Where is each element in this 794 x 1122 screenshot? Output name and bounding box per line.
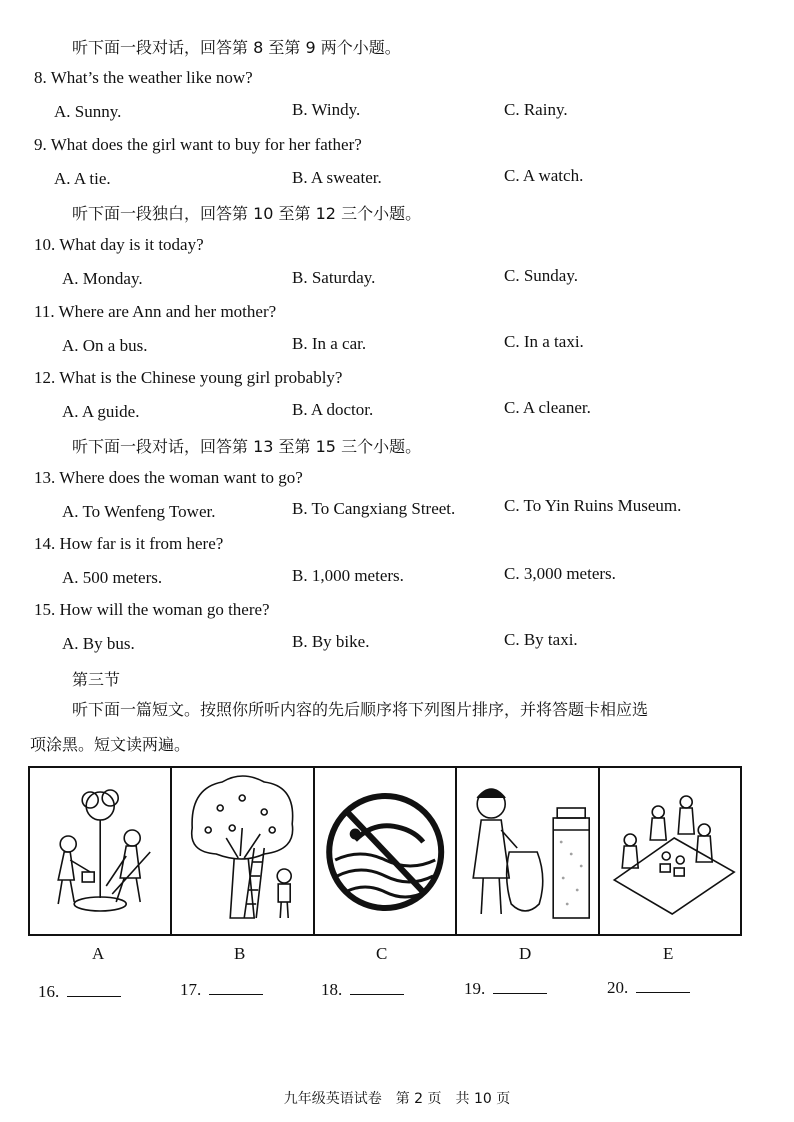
option-14c: C. 3,000 meters.	[504, 564, 616, 583]
answer-number-20: 20.	[607, 978, 629, 997]
option-9a: A. A tie.	[54, 169, 111, 188]
fruit-tree-ladder-icon	[172, 768, 312, 934]
answer-blank-19[interactable]	[464, 977, 547, 999]
answer-number-17: 17.	[180, 980, 202, 999]
picture-label-b: B	[234, 944, 246, 963]
option-9b: B. A sweater.	[292, 168, 382, 187]
answer-line[interactable]	[67, 980, 121, 997]
option-10a: A. Monday.	[62, 269, 143, 288]
option-12b: B. A doctor.	[292, 400, 374, 419]
option-10c: C. Sunday.	[504, 266, 578, 285]
option-10b: B. Saturday.	[292, 268, 376, 287]
question-14: 14. How far is it from here?	[34, 534, 224, 553]
option-12c: C. A cleaner.	[504, 398, 591, 417]
picture-panels	[28, 766, 742, 936]
section-3-instruction-line1: 听下面一篇短文。按照你所听内容的先后顺序将下列图片排序，并将答题卡相应选	[72, 700, 649, 719]
answer-blank-18[interactable]	[321, 978, 404, 1000]
family-picnic-icon	[600, 768, 740, 934]
answer-blank-16[interactable]	[38, 980, 121, 1002]
no-swimming-sign-icon	[315, 768, 455, 934]
option-12a: A. A guide.	[62, 402, 140, 421]
question-10: 10. What day is it today?	[34, 235, 204, 254]
option-13b: B. To Cangxiang Street.	[292, 499, 456, 518]
answer-number-16: 16.	[38, 982, 60, 1001]
question-11: 11. Where are Ann and her mother?	[34, 302, 277, 321]
option-11b: B. In a car.	[292, 334, 367, 353]
instruction-8-9: 听下面一段对话，回答第 8 至第 9 两个小题。	[72, 38, 401, 57]
tree-planting-icon	[30, 768, 170, 934]
question-13: 13. Where does the woman want to go?	[34, 468, 303, 487]
option-9c: C. A watch.	[504, 166, 584, 185]
answer-line[interactable]	[493, 977, 547, 994]
picture-b	[172, 768, 314, 934]
picture-label-d: D	[519, 944, 532, 963]
section-3-instruction-line2: 项涂黑。短文读两遍。	[30, 735, 191, 754]
option-8a: A. Sunny.	[54, 102, 122, 121]
option-14a: A. 500 meters.	[62, 568, 163, 587]
picture-label-e: E	[663, 944, 674, 963]
picture-label-a: A	[92, 944, 105, 963]
picture-label-c: C	[376, 944, 388, 963]
answer-blank-20[interactable]	[607, 976, 690, 998]
option-11c: C. In a taxi.	[504, 332, 584, 351]
option-15a: A. By bus.	[62, 634, 135, 653]
answer-number-19: 19.	[464, 979, 486, 998]
answer-line[interactable]	[636, 976, 690, 993]
question-9: 9. What does the girl want to buy for her father?	[34, 135, 362, 154]
question-8: 8. What’s the weather like now?	[34, 68, 253, 87]
option-13a: A. To Wenfeng Tower.	[62, 502, 216, 521]
picture-c	[315, 768, 457, 934]
picture-a	[30, 768, 172, 934]
option-8b: B. Windy.	[292, 100, 361, 119]
option-8c: C. Rainy.	[504, 100, 568, 119]
instruction-13-15: 听下面一段对话，回答第 13 至第 15 三个小题。	[72, 437, 422, 456]
picture-e	[600, 768, 740, 934]
answer-number-18: 18.	[321, 980, 343, 999]
picture-d	[457, 768, 599, 934]
answer-blank-17[interactable]	[180, 978, 263, 1000]
girl-litter-bin-icon	[457, 768, 597, 934]
question-12: 12. What is the Chinese young girl probably?	[34, 368, 343, 387]
option-15c: C. By taxi.	[504, 630, 578, 649]
instruction-10-12: 听下面一段独白，回答第 10 至第 12 三个小题。	[72, 204, 422, 223]
page-footer: 九年级英语试卷 第 2 页 共 10 页	[283, 1091, 511, 1107]
option-11a: A. On a bus.	[62, 336, 148, 355]
answer-line[interactable]	[209, 978, 263, 995]
answer-line[interactable]	[350, 978, 404, 995]
question-15: 15. How will the woman go there?	[34, 600, 270, 619]
option-14b: B. 1,000 meters.	[292, 566, 404, 585]
option-13c: C. To Yin Ruins Museum.	[504, 496, 682, 515]
section-3-heading: 第三节	[72, 670, 121, 689]
option-15b: B. By bike.	[292, 632, 370, 651]
